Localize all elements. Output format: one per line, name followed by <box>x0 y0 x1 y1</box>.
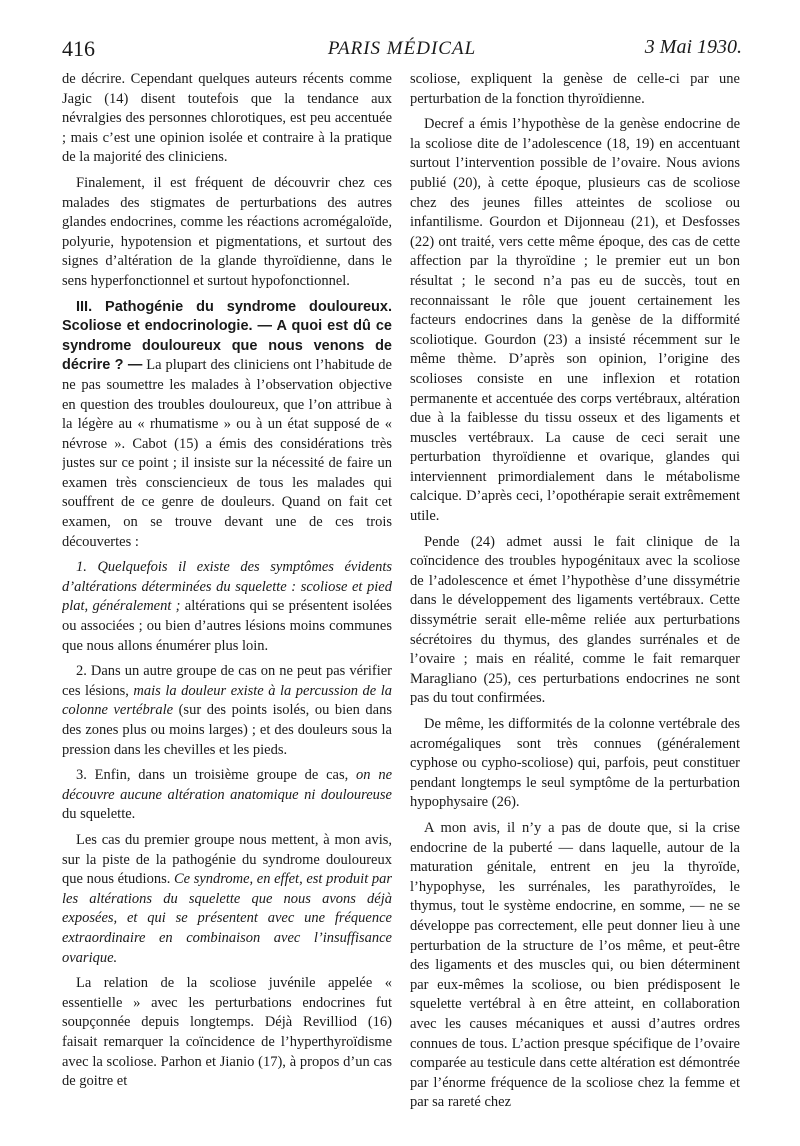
paragraph-text: Les cas du premier groupe nous mettent, à mon avis, sur la piste de la pathogénie du syndrome douloureux que nous étudions. <box>62 831 392 888</box>
paragraph: scoliose, expliquent la genèse de celle-ci par une perturbation de la fonction thyroïdienne. <box>410 71 740 107</box>
paragraph: De même, les difformités de la colonne vertébrale des acromégaliques sont très connues (généralement cyphose ou cypho-scoliose) qui, parfois, peut constituer pendant longtemps le seul symptôme de la perturbation hypophysaire (26). <box>410 716 740 811</box>
paragraph: de décrire. Cependant quelques auteurs récents comme Jagic (14) disent toutefois que la tendance aux névralgies des personnes chlorotiques, est peu accentuée ; mais c’est une opinion isolée et contraire à la pratique de la majorité des cliniciens. <box>62 71 392 166</box>
paragraph-text: 3. Enfin, dans un troisième groupe de cas, <box>76 767 357 784</box>
list-item <box>62 766 392 825</box>
paragraph: Finalement, il est fréquent de découvrir chez ces malades des stigmates de perturbations des autres glandes endocrines, comme les réactions acromégaloïde, polyurie, hypotension et pigmentations, et surtout des signes d’altération de la glande thyroïdienne, dans le sens hyperfonctionnel et surtout hypofonctionnel. <box>62 174 392 289</box>
paragraph-text: La plupart des cliniciens ont l’habitude de ne pas soumettre les malades à l’observation objective en question des troubles douloureux, que l’on attribue à la légère au « rhumatisme » ou à un état supposé de « névrose ». Cabot (15) a émis des considérations très justes sur ce point ; il insiste sur la nécessité de faire un examen très consciencieux de tous les malades qui souffrent de ce genre de douleurs. Quand on fait cet examen, on se trouve devant une de ces trois découvertes : <box>62 357 392 550</box>
paragraph: Decref a émis l’hypothèse de la genèse endocrine de la scoliose dite de l’adolescence (18, 19) en accentuant surtout l’intervention possible de l’ovaire. Nous avions publié (20), à cette époque, plusieurs cas de scoliose chez des jeunes filles atteintes de scoliose ou infantilisme. Gourdon et Dijonneau (21), et Desfosses (22) ont traité, vers cette même époque, des cas de cette affection par la thyroïdine ; le premier eut un bon résultat ; le second n’a pas eu de succès, tout en reconnaissant le rôle que jouent certainement les facteurs endocrines dans la genèse de la difformité scoliotique. Gourdon (23) a insisté récemment sur le même thème. D’après son opinion, l’origine des scolioses consiste en une inflexion et rotation permanente et accentuée des corps vertébraux, altération due à la faiblesse du tissu osseux et des ligaments et muscles vertébraux. La cause de ceci serait une perturbation thyroïdienne et ovarique, glandes qui interviennent primordialement dans le métabolisme calcique. D’après ceci, l’opothérapie serait extrêmement utile. <box>410 116 740 525</box>
page-number: 416 <box>62 36 95 61</box>
paragraph-text: altérations qui se présentent isolées ou associées ; ou bien d’autres lésions moins communes que nous allons énumérer plus loin. <box>62 598 392 654</box>
paragraph-text: du squelette. <box>62 806 136 823</box>
section-heading-paragraph <box>62 298 392 553</box>
paragraph-text: 2. Dans un autre groupe de cas on ne peut pas vérifier ces lésions, <box>62 663 392 699</box>
italic-text: mais la douleur existe à la percussion de la colonne vertébrale <box>62 682 392 719</box>
paragraph-text: (sur des points isolés, ou bien dans des zones plus ou moins larges) ; et des douleurs sous la pression dans les chevilles et les pieds. <box>62 702 392 758</box>
paragraph <box>62 831 392 968</box>
list-item <box>62 662 392 760</box>
right-column <box>410 70 740 1130</box>
italic-text: 1. Quelquefois il existe des symptômes évidents d’altérations déterminées du squelette : scoliose et pied plat, généralement ; <box>62 559 392 615</box>
paragraph: La relation de la scoliose juvénile appelée « essentielle » avec les perturbations endocrines fut soupçonnée depuis longtemps. Déjà Revilliod (16) faisait remarquer la coïncidence de l’hyperthyroïdisme avec la scoliose. Parhon et Jianio (17), à propos d’un cas de goitre et <box>62 975 392 1090</box>
page-header <box>62 36 742 66</box>
journal-title: PARIS MÉDICAL <box>327 38 477 59</box>
issue-date: 3 Mai 1930. <box>644 36 742 58</box>
section-heading: III. Pathogénie du syndrome douloureux. Scoliose et endocrinologie. — A quoi est dû ce syndrome douloureux que nous venons de décrire ? — <box>62 298 392 374</box>
italic-text: on ne découvre aucune altération anatomique ni douloureuse <box>62 767 392 803</box>
paragraph: Pende (24) admet aussi le fait clinique de la coïncidence des troubles hypogénitaux avec la scoliose de l’adolescence et émet l’hypothèse d’une dissymétrie dans le développement des ligaments vertébraux. Cette dissymétrie serait elle-même reliée aux perturbations sécrétoires du thymus, des glandes surrénales et de l’ovaire ; mais en réalité, comme le fait remarquer Maragliano (25), ces perturbations endocrines ne sont pas du tout confirmées. <box>410 533 740 707</box>
list-item <box>62 558 392 656</box>
left-column <box>62 70 392 1130</box>
italic-text: Ce syndrome, en effet, est produit par les altérations du squelette que nous avons déjà exposées, et qui se présentent avec une fréquence extraordinaire en combinaison avec l’insuffisance ovarique. <box>62 871 392 966</box>
paragraph: A mon avis, il n’y a pas de doute que, si la crise endocrine de la puberté — dans laquelle, autour de la maturation génitale, entrent en jeu la thyroïde, l’hypophyse, les surrénales, les parathyroïdes, le thymus, tout le système endocrine, en somme, — ne se développe pas correctement, elle peut donner lieu à une perturbation de la structure de l’os même, et peut-être des ligaments et des muscles qui, ou bien déterminent par eux-mêmes la scoliose, ou bien prédisposent le squelette vertébral à en être atteint, en collaboration avec les causes mécaniques et aussi d’autres ordres connues de tous. L’action presque spécifique de l’ovaire comparée au testicule dans cette altération est démontrée par l’énorme fréquence de la scoliose chez la femme et par sa rareté chez <box>410 819 740 1111</box>
